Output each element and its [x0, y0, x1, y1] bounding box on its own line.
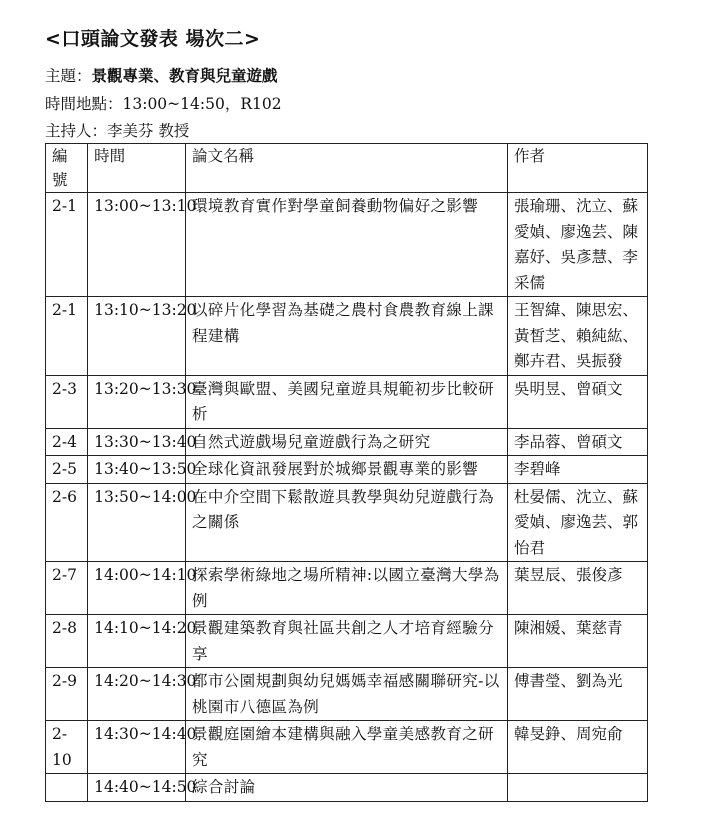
- cell-authors: 吳明昱、曾碩文: [508, 375, 648, 428]
- cell-time: 14:30~14:40: [88, 721, 186, 774]
- cell-title: 景觀庭園繪本建構與融入學童美感教育之研究: [185, 721, 507, 774]
- cell-title: 景觀建築教育與社區共創之人才培育經驗分享: [185, 615, 507, 668]
- table-row: [46, 615, 648, 668]
- cell-title: 都市公園規劃與幼兒媽媽幸福感關聯研究-以桃園市八德區為例: [185, 668, 507, 721]
- cell-time: 13:30~13:40: [88, 428, 186, 456]
- cell-authors: 傅書瑩、劉為光: [508, 668, 648, 721]
- cell-id: 2-3: [46, 375, 88, 428]
- cell-title: 在中介空間下鬆散遊具教學與幼兒遊戲行為之關係: [185, 483, 507, 562]
- session-time-place: 時間地點：13:00~14:50，R102: [45, 95, 282, 113]
- cell-authors: 李碧峰: [508, 456, 648, 484]
- cell-title: 全球化資訊發展對於城鄉景觀專業的影響: [185, 456, 507, 484]
- table-row: [46, 668, 648, 721]
- cell-id: 2-1: [46, 297, 88, 376]
- header-title: 論文名稱: [185, 144, 507, 193]
- cell-id: 2-5: [46, 456, 88, 484]
- cell-id: [46, 774, 88, 802]
- cell-id: 2-4: [46, 428, 88, 456]
- header-id: 編號: [46, 144, 88, 193]
- theme-label: 主題：: [45, 67, 92, 85]
- cell-title: 環境教育實作對學童飼養動物偏好之影響: [185, 193, 507, 297]
- table-row: [46, 297, 648, 376]
- cell-id: 2-10: [46, 721, 88, 774]
- cell-authors: 葉昱辰、張俊彥: [508, 562, 648, 615]
- cell-id: 2-7: [46, 562, 88, 615]
- cell-time: 14:20~14:30: [88, 668, 186, 721]
- table-header-row: [46, 144, 648, 193]
- cell-id: 2-6: [46, 483, 88, 562]
- schedule-table: [45, 143, 648, 802]
- cell-title: 自然式遊戲場兒童遊戲行為之研究: [185, 428, 507, 456]
- table-row: [46, 456, 648, 484]
- table-row: [46, 193, 648, 297]
- table-row: [46, 562, 648, 615]
- cell-time: 14:10~14:20: [88, 615, 186, 668]
- session-theme: [45, 64, 278, 86]
- cell-authors: 杜晏儒、沈立、蘇愛媜、廖逸芸、郭怡君: [508, 483, 648, 562]
- table-row: [46, 428, 648, 456]
- cell-time: 13:50~14:00: [88, 483, 186, 562]
- table-row: [46, 483, 648, 562]
- table-row: [46, 721, 648, 774]
- table-row: [46, 774, 648, 802]
- cell-authors: 陳湘媛、葉慈青: [508, 615, 648, 668]
- cell-authors: 王智緯、陳思宏、黃皙芝、賴純紘、鄭卉君、吳振發: [508, 297, 648, 376]
- cell-title: 以碎片化學習為基礎之農村食農教育線上課程建構: [185, 297, 507, 376]
- cell-id: 2-9: [46, 668, 88, 721]
- cell-title: 探索學術綠地之場所精神:以國立臺灣大學為例: [185, 562, 507, 615]
- cell-time: 13:00~13:10: [88, 193, 186, 297]
- cell-time: 13:10~13:20: [88, 297, 186, 376]
- session-title: <口頭論文發表 場次二>: [45, 28, 261, 50]
- cell-time: 13:40~13:50: [88, 456, 186, 484]
- cell-authors: [508, 774, 648, 802]
- cell-authors: 張瑜珊、沈立、蘇愛媜、廖逸芸、陳嘉妤、吳彥慧、李采儒: [508, 193, 648, 297]
- cell-authors: 韓旻錚、周宛俞: [508, 721, 648, 774]
- cell-title: 臺灣與歐盟、美國兒童遊具規範初步比較研析: [185, 375, 507, 428]
- table-row: [46, 375, 648, 428]
- theme-value: 景觀專業、教育與兒童遊戲: [91, 67, 278, 85]
- cell-time: 13:20~13:30: [88, 375, 186, 428]
- header-time: 時間: [88, 144, 186, 193]
- cell-id: 2-1: [46, 193, 88, 297]
- cell-time: 14:00~14:10: [88, 562, 186, 615]
- cell-time: 14:40~14:50: [88, 774, 186, 802]
- cell-authors: 李品蓉、曾碩文: [508, 428, 648, 456]
- header-authors: 作者: [508, 144, 648, 193]
- session-host: 主持人：李美芬 教授: [45, 122, 190, 140]
- cell-id: 2-8: [46, 615, 88, 668]
- cell-title: 綜合討論: [185, 774, 507, 802]
